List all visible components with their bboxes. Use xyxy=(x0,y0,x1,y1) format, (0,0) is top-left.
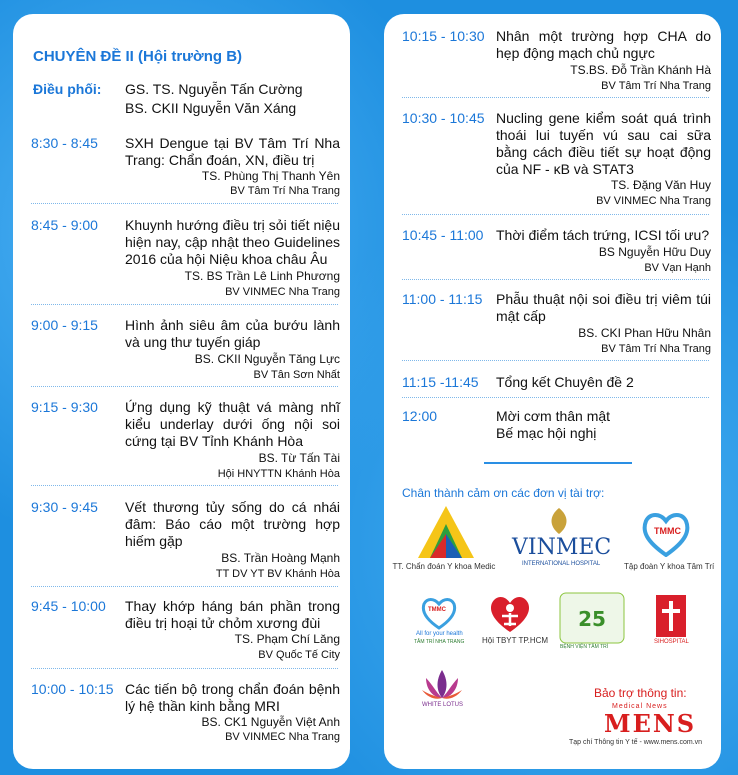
white-lotus-icon xyxy=(418,668,466,702)
coordinator-2: BS. CKII Nguyễn Văn Xáng xyxy=(125,100,297,116)
sihospital-logo-icon xyxy=(656,595,686,637)
agenda-topic: Các tiến bộ trong chẩn đoán bệnh lý hệ thần kinh bằng MRI xyxy=(125,681,340,714)
agenda-topic: Phẫu thuật nội soi điều trị viêm túi mật cấp xyxy=(496,291,711,324)
agenda-time: 12:00 xyxy=(402,408,438,424)
hoitbyt-caption: Hội TBYT TP.HCM xyxy=(482,636,549,645)
tmmc-name: TMMC xyxy=(654,526,681,536)
agenda-time: 9:30 - 9:45 xyxy=(31,499,98,515)
agenda-time: 9:00 - 9:15 xyxy=(31,317,98,333)
agenda-topic: Nucling gene kiểm soát quá trình thoái lui tuyến vú sau cai sữa bằng cách điều tiết sự hoạt động của NF - κB và STAT3 xyxy=(496,110,711,177)
tmmc-nt-caption: TÂM TRÍ NHA TRANG xyxy=(414,639,465,645)
svg-text:25: 25 xyxy=(578,607,606,631)
white-lotus-caption: WHITE LOTUS xyxy=(422,702,464,708)
agenda-time: 8:45 - 9:00 xyxy=(31,217,98,233)
hoitbyt-heart-icon xyxy=(488,594,532,634)
tmmc-caption: Tập đoàn Y khoa Tâm Trí xyxy=(624,562,715,571)
agenda-topic: SXH Dengue tại BV Tâm Trí Nha Trang: Chẩn đoán, XN, điều trị xyxy=(125,135,340,168)
agenda-topic: Tổng kết Chuyên đề 2 xyxy=(496,374,634,390)
agenda-speaker: BS. CK1 Nguyễn Việt Anh xyxy=(201,715,340,729)
vinmec-name: VINMEC xyxy=(512,535,612,560)
divider xyxy=(402,214,709,215)
agenda-speaker: TS.BS. Đỗ Trần Khánh Hà xyxy=(570,63,711,77)
tmmc-nt-name: TMMC xyxy=(428,607,446,613)
agenda-speaker: BS. CKI Phan Hữu Nhân xyxy=(578,326,711,340)
divider xyxy=(31,203,338,204)
vinmec-sub: INTERNATIONAL HOSPITAL xyxy=(522,561,601,567)
divider xyxy=(31,386,338,387)
tmmc-nt-sub: All for your health xyxy=(416,631,463,637)
divider xyxy=(402,397,709,398)
divider xyxy=(402,360,709,361)
mens-logo: MENS xyxy=(604,709,697,738)
agenda-org: BV Vạn Hạnh xyxy=(644,262,711,274)
agenda-topic: Khuynh hướng điều trị sỏi tiết niệu hiện nay, cập nhật theo Guidelines 2016 của hội Niệu khoa châu Âu xyxy=(125,217,340,267)
vinmec-leaf-icon xyxy=(544,506,574,536)
agenda-speaker: TS. Phạm Chí Lăng xyxy=(234,632,340,646)
agenda-time: 11:15 -11:45 xyxy=(402,374,479,390)
left-panel xyxy=(13,14,350,769)
agenda-speaker: BS Nguyễn Hữu Duy xyxy=(598,245,711,259)
agenda-org: BV Tâm Trí Nha Trang xyxy=(230,185,340,197)
agenda-time: 11:00 - 11:15 xyxy=(402,291,483,307)
agenda-time: 10:45 - 11:00 xyxy=(402,227,484,243)
agenda-org: BV Tân Sơn Nhất xyxy=(253,369,340,381)
agenda-speaker: BS. Trần Hoàng Mạnh xyxy=(221,551,340,565)
agenda-speaker: TS. Phùng Thị Thanh Yên xyxy=(201,169,340,183)
agenda-org: BV Quốc Tế City xyxy=(258,649,340,661)
agenda-org: BV VINMEC Nha Trang xyxy=(225,731,340,743)
agenda-time: 10:00 - 10:15 xyxy=(31,681,114,697)
divider xyxy=(31,485,338,486)
agenda-org: TT DV YT BV Khánh Hòa xyxy=(215,568,340,580)
agenda-topic: Thay khớp háng bán phần trong điều trị hoại tử chỏm xương đùi xyxy=(125,598,340,631)
agenda-time: 9:15 - 9:30 xyxy=(31,399,98,415)
agenda-org: BV VINMEC Nha Trang xyxy=(225,286,340,298)
agenda-org: BV Tâm Trí Nha Trang xyxy=(601,80,711,92)
mens-small: Medical News xyxy=(612,703,668,710)
sponsor-thanks: Chân thành cảm ơn các đơn vị tài trợ: xyxy=(402,486,605,500)
agenda-topic: Hình ảnh siêu âm của bướu lành và ung thư tuyến giáp xyxy=(125,317,340,350)
sihospital-caption: SIHOSPITAL xyxy=(654,639,689,645)
agenda-topic: Nhân một trường hợp CHA do hẹp động mạch chủ ngực xyxy=(496,28,711,61)
agenda-time: 10:15 - 10:30 xyxy=(402,28,485,44)
agenda-topic: Vết thương tủy sống do cá nhái đâm: Báo cáo một trường hợp hiếm gặp xyxy=(125,499,340,549)
agenda-speaker: TS. Đặng Văn Huy xyxy=(610,178,711,192)
anniversary-badge-icon xyxy=(559,592,625,644)
agenda-time: 8:30 - 8:45 xyxy=(31,135,98,151)
agenda-org: Hội HNYTTN Khánh Hòa xyxy=(217,468,340,480)
medic-logo-icon xyxy=(416,504,476,560)
agenda-topic: Mời cơm thân mật Bế mạc hội nghị xyxy=(496,408,611,441)
divider xyxy=(402,97,709,98)
coordinator-1: GS. TS. Nguyễn Tấn Cường xyxy=(125,81,303,97)
divider xyxy=(31,586,338,587)
agenda-time: 9:45 - 10:00 xyxy=(31,598,106,614)
mens-tagline: Tạp chí Thông tin Y tế - www.mens.com.vn xyxy=(569,739,703,746)
agenda-topic: Ứng dụng kỹ thuật vá màng nhĩ kiểu underlay dưới ống nội soi cứng tại BV Tỉnh Khánh Hòa xyxy=(125,399,340,449)
divider xyxy=(31,668,338,669)
medic-caption: TT. Chẩn đoán Y khoa Medic xyxy=(392,562,496,571)
agenda-org: BV VINMEC Nha Trang xyxy=(596,195,711,207)
tnt-caption: BỆNH VIỆN TÂM TRÍ xyxy=(560,644,609,650)
right-panel xyxy=(384,14,721,769)
divider xyxy=(402,279,709,280)
tmmc-nt-heart-icon xyxy=(420,596,458,630)
divider xyxy=(31,304,338,305)
agenda-org: BV Tâm Trí Nha Trang xyxy=(601,343,711,355)
agenda-speaker: BS. CKII Nguyễn Tăng Lực xyxy=(194,352,340,366)
session-title: CHUYÊN ĐỀ II (Hội trường B) xyxy=(33,48,243,65)
media-patron-label: Bảo trợ thông tin: xyxy=(594,686,687,700)
section-divider xyxy=(484,462,632,464)
agenda-speaker: TS. BS Trần Lê Linh Phương xyxy=(184,269,340,283)
coordinator-label: Điều phối: xyxy=(33,81,102,97)
agenda-topic: Thời điểm tách trứng, ICSI tối ưu? xyxy=(496,227,710,243)
agenda-speaker: BS. Từ Tấn Tài xyxy=(258,451,340,465)
agenda-time: 10:30 - 10:45 xyxy=(402,110,485,126)
